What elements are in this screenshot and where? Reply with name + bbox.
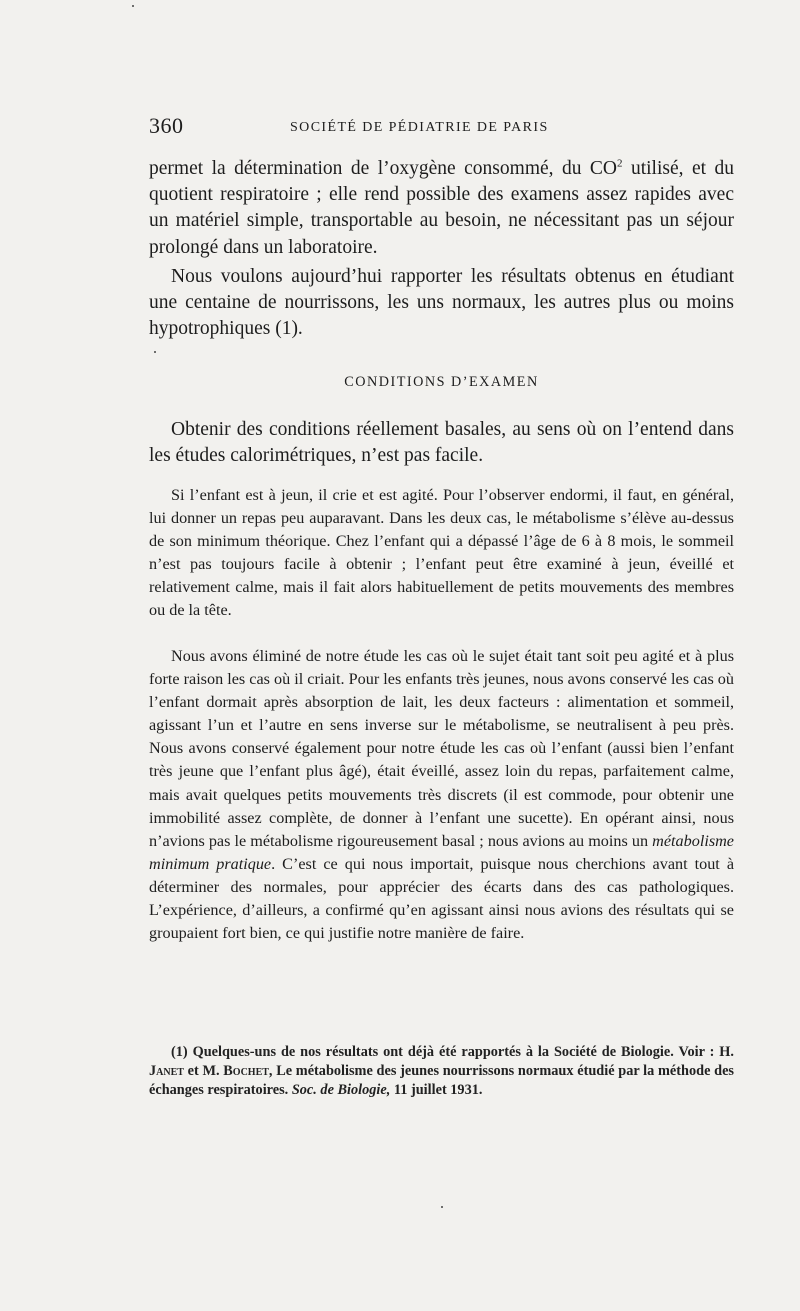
- paragraph-3-text: Obtenir des conditions réellement basales, au sens où on l’entend dans les études calorimétriques, n’est pas facile.: [149, 419, 734, 467]
- small-paragraph-1-text: Si l’enfant est à jeun, il crie et est agité. Pour l’observer endormi, il faut, en général, lui donner un repas peu auparavant. Dans les deux cas, le métabolisme s’élève au-dessus de son minimum théorique. Chez l’enfant qui a dépassé l’âge de 6 à 8 mois, le sommeil n’est pas toujours facile à obtenir ; l’enfant peut être examiné à jeun, éveillé et relativement calme, mais il fait alors habituellement de petits mouvements des membres ou de la tête.: [149, 486, 734, 620]
- footnote-text-start: (1) Quelques-uns de nos résultats ont déjà été rapportés à la Société de Biologie. Voir : H.: [171, 1044, 734, 1060]
- footnote-date: 11 juillet 1931.: [390, 1081, 483, 1098]
- paper-speck: [132, 5, 134, 7]
- paragraph-2-text: Nous voulons aujourd’hui rapporter les résultats obtenus en étudiant une centaine de nourrissons, les uns normaux, les autres plus ou moins hypotrophiques (1).: [149, 266, 734, 340]
- paragraph-basal-conditions: [149, 417, 734, 469]
- author-bochet: Bochet: [223, 1062, 269, 1079]
- small-paragraph-2-end: . C’est ce qui nous importait, puisque nous cherchions avant tout à déterminer des normales, pour apprécier des écarts dans des cas pathologiques. L’expérience, d’ailleurs, a confirmé qu’en agissant ainsi nous avions des résultats qui se groupaient fort bien, ce qui justifie notre manière de faire.: [149, 854, 735, 943]
- footnote: [149, 1043, 734, 1099]
- footnote-journal: Soc. de Biologie,: [291, 1081, 391, 1098]
- footnote-article-title: , Le métabolisme des jeunes nourrissons normaux étudié par la méthode des échanges respiratoires.: [149, 1062, 734, 1098]
- italic-term: métabolisme minimum pratique: [149, 831, 734, 873]
- page-number: 360: [149, 113, 184, 138]
- intro-text-before-sup: permet la détermination de l’oxygène consommé, du CO: [149, 158, 618, 179]
- section-title: CONDITIONS D’EXAMEN: [344, 374, 539, 390]
- page-header: [149, 113, 734, 145]
- small-paragraph-method: [149, 645, 734, 945]
- paper-speck: [441, 1206, 443, 1208]
- footnote-connector: et M.: [183, 1062, 224, 1079]
- paragraph-hypotrophic-study: [149, 264, 734, 343]
- small-paragraph-2-main: Nous avons éliminé de notre étude les cas où le sujet était tant soit peu agité et à plus forte raison les cas où il criait. Pour les enfants très jeunes, nous avons conservé les cas où l’enfant dormait après absorption de lait, les deux facteurs : alimentation et sommeil, agissant l’un et l’autre en sens inverse sur le métabolisme, se neutralisent à peu près. Nous avons conservé également pour notre étude les cas où l’enfant (aussi bien l’enfant très jeune que l’enfant plus âgé), était éveillé, assez loin du repas, parfaitement calme, mais avait quelques petits mouvements très discrets (il est commode, pour obtenir une immobilité assez complète, de donner à l’enfant une sucette). En opérant ainsi, nous n’avions pas le métabolisme rigoureusement basal ; nous avions au moins un: [149, 647, 734, 850]
- author-janet: Janet: [149, 1062, 184, 1079]
- paper-speck: [154, 351, 156, 353]
- intro-paragraph: [149, 156, 734, 261]
- small-paragraph-sleep: [149, 484, 734, 623]
- superscript-two: 2: [617, 157, 623, 170]
- intro-text-after-sup: utilisé, et du quotient respiratoire ; elle rend possible des examens assez rapides avec un matériel simple, transportable au besoin, ne nécessitant pas un séjour prolongé dans un laboratoire.: [149, 158, 734, 258]
- running-head: SOCIÉTÉ DE PÉDIATRIE DE PARIS: [290, 120, 549, 135]
